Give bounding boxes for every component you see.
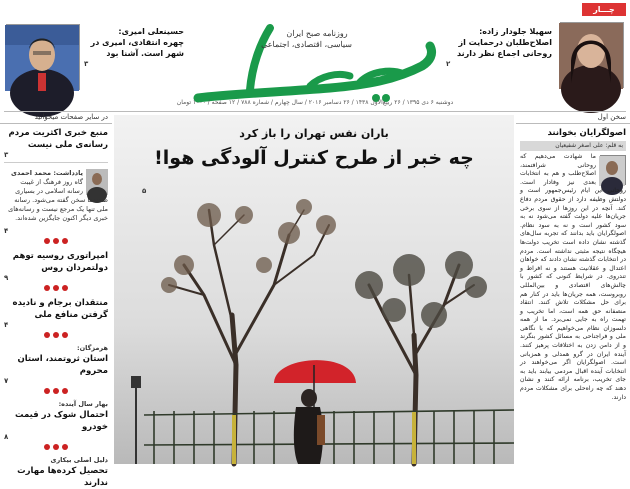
right-column [516,113,630,464]
item-page: ۴ [4,227,9,235]
teaser-right-photo [560,22,624,88]
item-page: ۸ [4,433,9,441]
teaser-right-page: ۲ [446,60,451,68]
separator-dots [0,444,112,450]
author-photo-icon [599,156,625,186]
person-photo-icon [5,25,79,91]
item-body: گاه روز فرهنگ از غیبت رسانه اسلامی در بسیاری صحنه‌ها سخن گفته می‌شود. رسانه ملی تنها یک مرجع نیست و رسانه‌های خبری دیگر اکنون جایگزین شده‌اند. [8,178,108,222]
separator-dots [0,285,112,291]
item-page: ۷ [4,377,9,385]
list-item[interactable] [0,397,112,441]
editorial-author: به قلم: علی اصغر شفیعیان [520,141,626,151]
list-item[interactable] [0,124,112,159]
masthead-divider [4,111,626,112]
editorial-body: ما شهادت می‌دهیم که روحانی شرافتمند، اصلاح‌طلب و هم به انتخابات بعدی نیز وفادار است. روحانی این ایام رئیس‌جمهور است و دولتش وظیفه دارد از حقوق مردم دفاع کند. آنچه در این روزها از سوی برخی جریان‌ها علیه دولت گفته می‌شود نه به سود کشور است و نه به سود نظام. اصولگرایان باید بدانند که تجربه سال‌های گذشته نشان داده است تخریب دولت‌ها هیچگاه نتیجه مثبتی نداشته است. مردم در انتخابات گذشته نشان دادند که خواهان اعتدال و عقلانیت هستند و نه افراط و تندروی. در شرایط کنونی که کشور با چالش‌های اقتصادی و بین‌المللی روبروست، همه جریان‌ها باید در کنار هم برای حل مشکلات تلاش کنند. انتقاد منصفانه حق همه است، اما تخریب و تهمت راه به جایی نمی‌برد. ما از همه دلسوزان نظام می‌خواهیم که با نگاهی ملی و فراجناحی به مسائل کشور بنگرند و از دامن زدن به اختلافات پرهیز کنند. آینده ایران در گرو همدلی و همزبانی است. اصولگرایان اگر می‌خواهند در انتخابات آینده اقبال مردمی بیابند باید به جای تخریب، برنامه ارائه کنند و نشان دهند که چه راه‌حلی برای مشکلات مردم دارند. [520,153,626,401]
teaser-right-name: سهیلا جلودار زاده: [479,27,552,36]
list-item[interactable] [0,341,112,385]
item-kicker: بهار سال آینده: [58,400,108,408]
list-item[interactable] [0,247,112,282]
list-item[interactable] [0,166,112,224]
item-page: ۹ [4,274,9,282]
item-title: منتقدان برجام و نادیده گرفتن منافع ملی [12,298,108,320]
item-kicker: هرمزگان: [77,344,108,352]
item-title: منبع خبری اکثریت مردم رسانه‌ی ملی نیست [8,128,108,150]
left-column-header: در سایر صفحات میخوانید [0,113,112,124]
item-title: احتمال شوک در قیمت خودرو [14,410,108,432]
tagline-line-1: روزنامه صبح ایران [286,29,348,38]
list-item[interactable] [0,294,112,329]
item-title: استان ثروتمند، استان محروم [17,354,108,376]
list-item[interactable] [0,453,112,489]
lead-page: ۵ [142,187,147,195]
masthead-tagline [261,28,352,50]
author-photo [600,155,626,185]
separator-dots [0,238,112,244]
newspaper-logo [190,6,440,106]
separator-dots [0,388,112,394]
lead-kicker: باران نفس تهران را باز کرد [239,127,389,140]
item-author: یادداشت: محمد احمدی [11,169,83,177]
teaser-left[interactable] [0,22,186,92]
tagline-line-2: سیاسی، اقتصادی، اجتماعی [261,40,352,49]
author-photo-icon [86,169,108,195]
editorial-title[interactable]: اصولگرایان بخوانند [547,128,626,138]
item-title: امپراتوری روسیه توهم دولتمردان روس [12,251,108,273]
person-photo-icon [559,23,623,89]
separator-dots [0,332,112,338]
teaser-left-text: چهره انتقادی، امیری در شهر است. آشنا بود [90,38,184,58]
lead-story[interactable] [114,115,514,464]
teaser-right-text: اصلاح‌طلبان درحمایت از روحانی اجماع نظر دارند [457,38,552,58]
item-page: ۳ [4,151,9,159]
item-page: ۴ [4,321,9,329]
item-title: تحصیل کرده‌ها مهارت ندارند [17,466,108,488]
teaser-right[interactable] [444,22,630,92]
item-kicker: دلیل اصلی بیکاری [50,456,108,464]
lead-headline: چه خبر از طرح کنترل آلودگی هوا! [154,147,474,169]
teaser-left-name: حسینعلی امیری: [118,27,184,36]
left-column [0,113,112,488]
teaser-left-photo [6,24,80,90]
dateline: دوشنبه ۶ دی ۱۳۹۵ / ۲۶ ربیع‌الاول ۱۴۳۸ / ۲۶ دسامبر ۲۰۱۶ / سال چهارم / شماره ۷۸۸ / ۱۲ صفحه / ۱۰۰۰ تومان [176,99,454,106]
right-column-header: سخن اول [516,113,630,124]
section-badge: چـــار [582,3,626,16]
divider [4,162,108,163]
teaser-left-page: ۳ [84,60,89,68]
